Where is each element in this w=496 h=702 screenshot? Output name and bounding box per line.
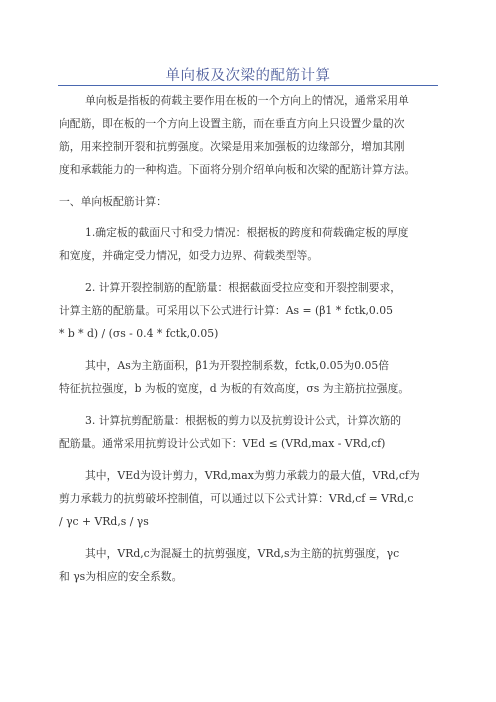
paragraph-line: 筋，用来控制开裂和抗剪强度。次梁是用来加强板的边缘部分，增加其刚 — [59, 140, 405, 153]
paragraph-line: 向配筋，即在板的一个方向上设置主筋，而在垂直方向上只设置少量的次 — [59, 117, 405, 130]
paragraph-line: 配筋量。通常采用抗剪设计公式如下：VEd ≤ (VRd,max - VRd,cf) — [59, 437, 386, 450]
formula-line: * b * d) / (σs - 0.4 * fctk,0.05) — [59, 327, 219, 340]
paragraph-line: 其中，VEd为设计剪力，VRd,max为剪力承载力的最大值，VRd,cf为 — [85, 469, 420, 482]
paragraph-line: 计算主筋的配筋量。可采用以下公式进行计算：As = (β1 * fctk,0.05 — [59, 304, 393, 317]
formula-line: / γc + VRd,s / γs — [59, 515, 149, 528]
paragraph-line: 3. 计算抗剪配筋量：根据板的剪力以及抗剪设计公式，计算次筋的 — [85, 414, 402, 427]
document-title: 单向板及次梁的配筋计算 — [165, 68, 331, 84]
paragraph-line: 度和承载能力的一种构造。下面将分别介绍单向板和次梁的配筋计算方法。 — [59, 163, 416, 176]
paragraph-line: 剪力承载力的抗剪破坏控制值，可以通过以下公式计算：VRd,cf = VRd,c — [59, 492, 414, 505]
paragraph-line: 单向板是指板的荷载主要作用在板的一个方向上的情况，通常采用单 — [85, 94, 409, 107]
section-heading: 一、单向板配筋计算： — [59, 195, 167, 208]
paragraph-line: 其中，VRd,c为混凝土的抗剪强度，VRd,s为主筋的抗剪强度，γc — [85, 547, 400, 560]
paragraph-line: 1.确定板的截面尺寸和受力情况：根据板的跨度和荷载确定板的厚度 — [85, 226, 409, 239]
paragraph-line: 特征抗拉强度，b 为板的宽度，d 为板的有效高度，σs 为主筋抗拉强度。 — [59, 382, 410, 395]
title-underline — [58, 85, 438, 86]
paragraph-line: 和宽度，并确定受力情况，如受力边界、荷载类型等。 — [59, 249, 319, 262]
paragraph-line: 2. 计算开裂控制筋的配筋量：根据截面受拉应变和开裂控制要求， — [85, 281, 402, 294]
paragraph-line: 其中，As为主筋面积，β1为开裂控制系数，fctk,0.05为0.05倍 — [85, 359, 390, 372]
paragraph-line: 和 γs为相应的安全系数。 — [59, 570, 183, 583]
